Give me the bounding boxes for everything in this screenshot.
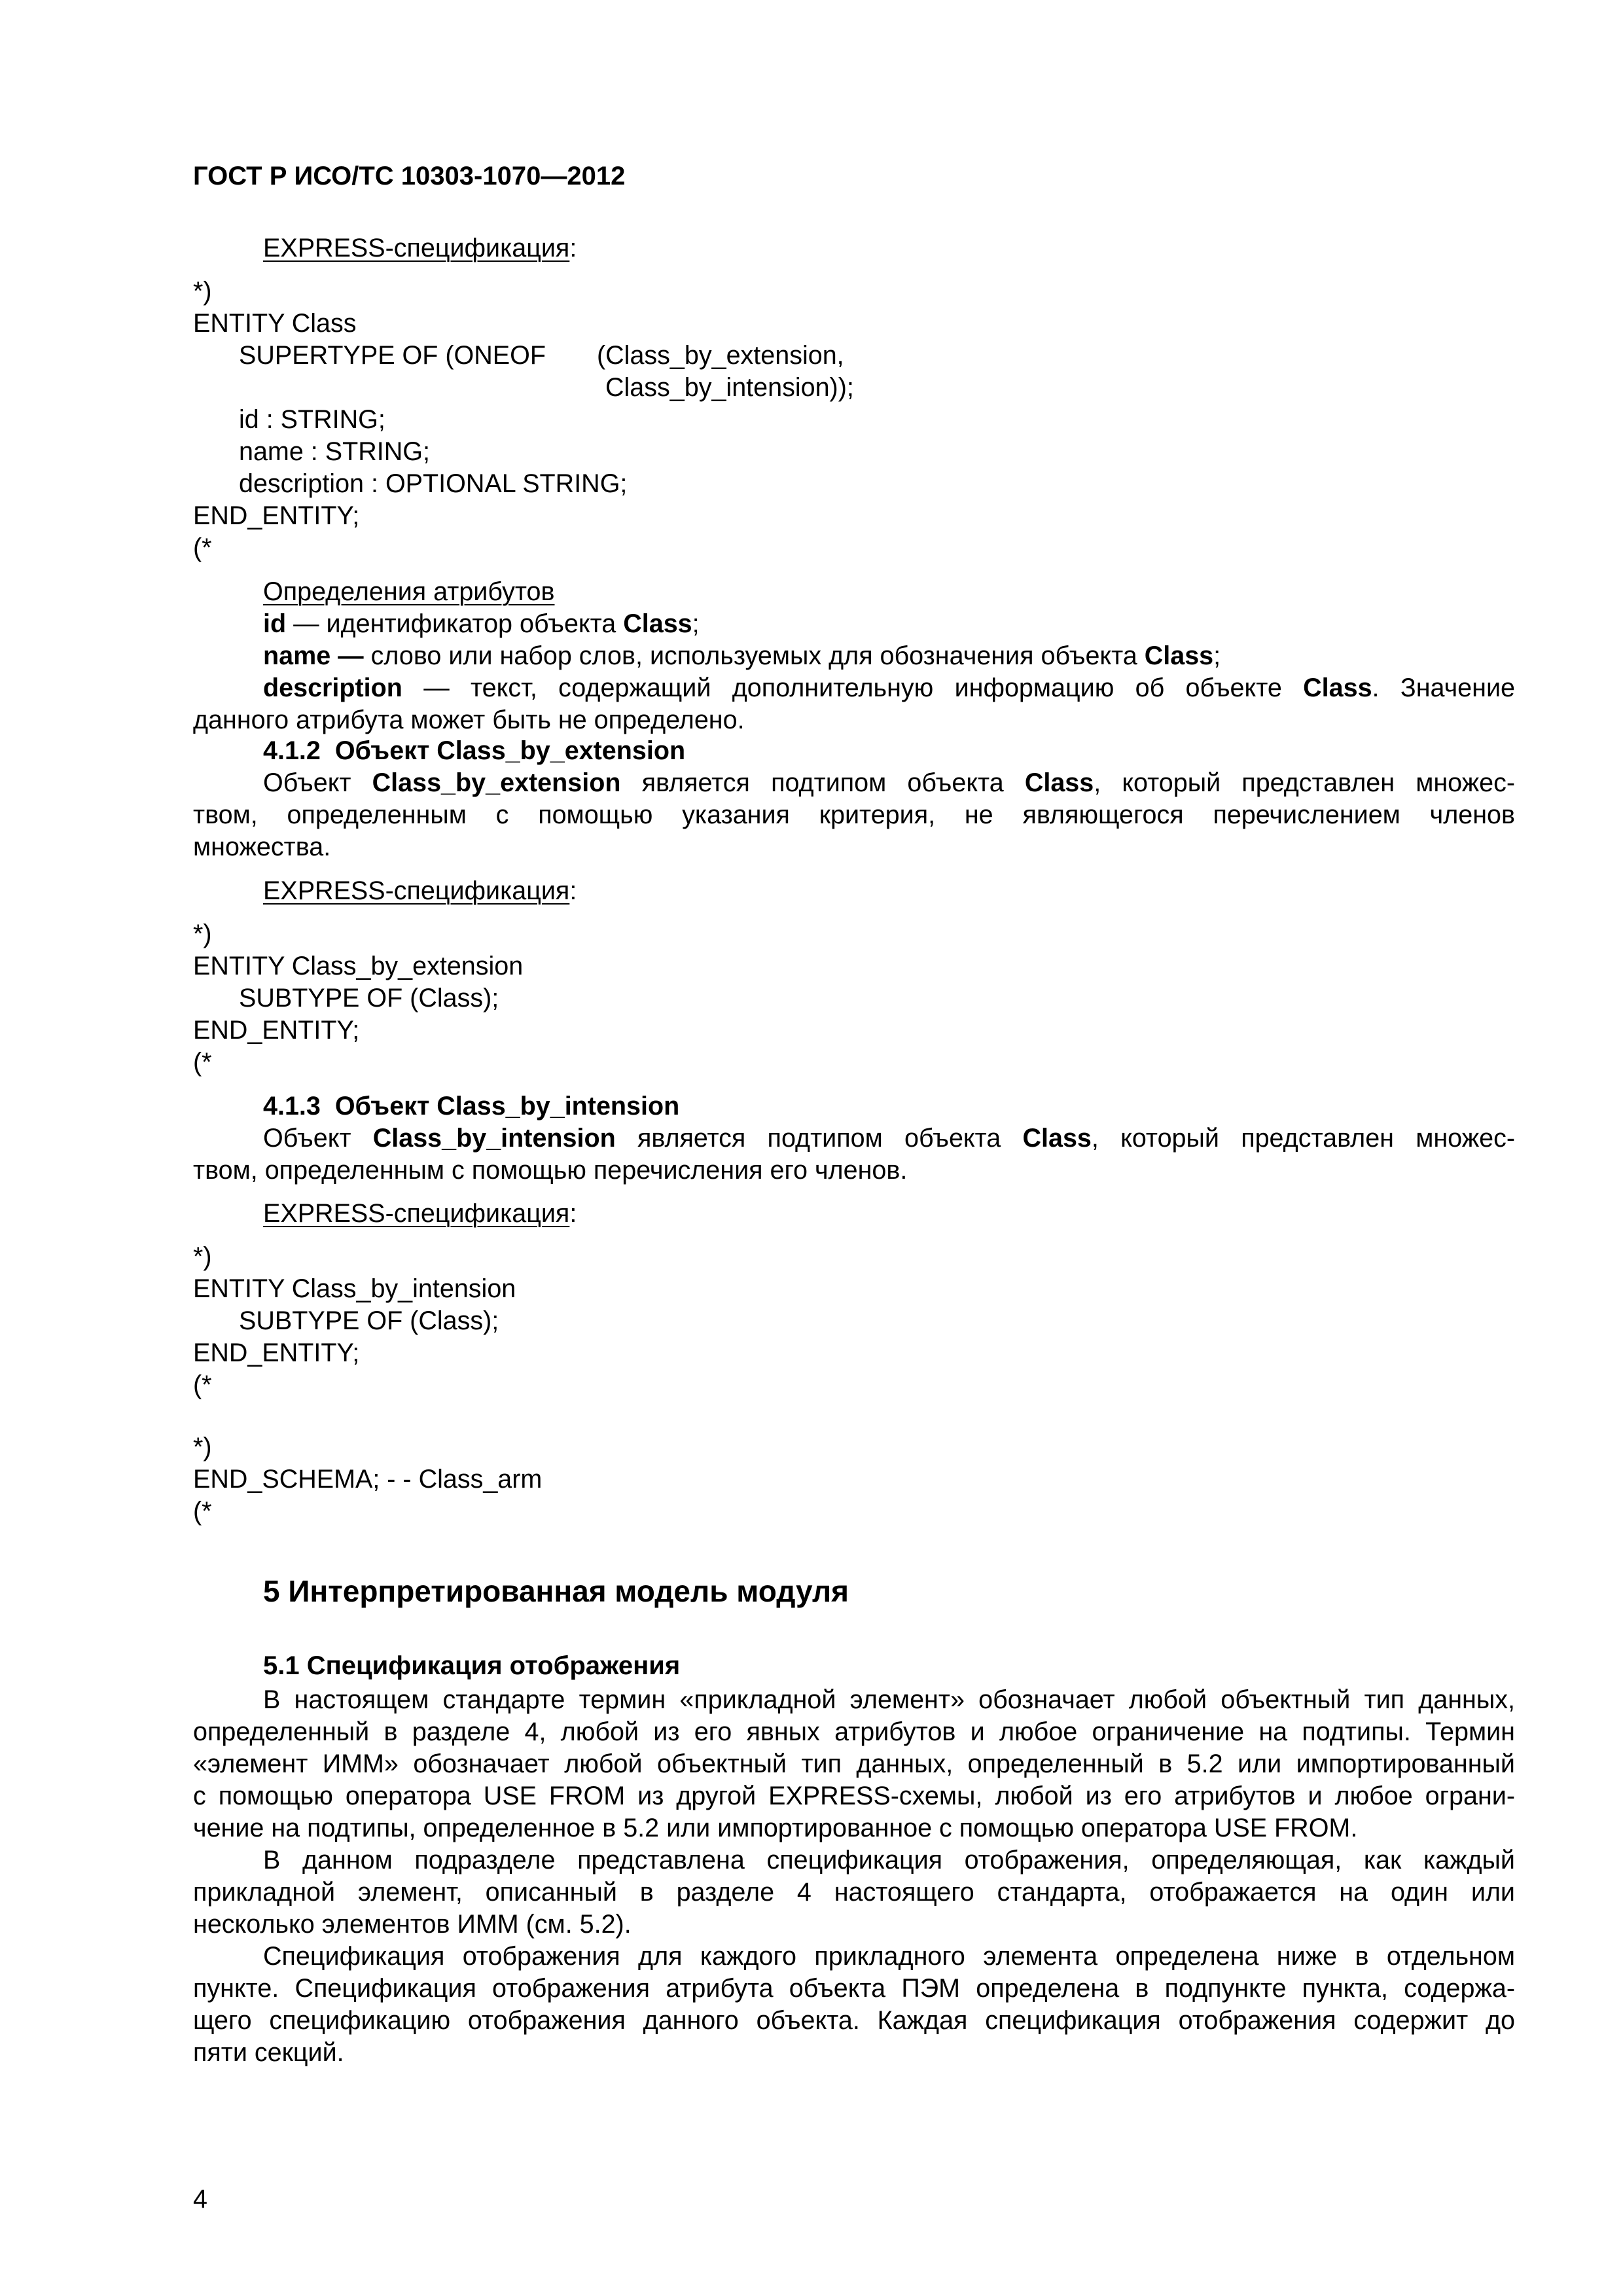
attr-id-line	[263, 608, 700, 640]
text: Объект	[263, 768, 372, 797]
express-spec-label-1	[263, 232, 577, 264]
page-number: 4	[193, 2185, 207, 2214]
paragraph-line: чение на подтипы, определенное в 5.2 или импортированное с помощью оператора USE FROM.	[193, 1814, 1358, 1842]
attr-description-line	[263, 672, 1515, 704]
code-line: Class_by_intension));	[605, 373, 854, 402]
section-number: 4.1.3	[263, 1092, 321, 1121]
code-line: END_ENTITY;	[193, 1016, 360, 1045]
code-line: (*	[193, 533, 212, 562]
code-line: END_ENTITY;	[193, 1338, 360, 1367]
attr-description-name: description	[263, 673, 402, 702]
code-line: END_SCHEMA; - - Class_arm	[193, 1465, 543, 1494]
code-line: SUBTYPE OF (Class);	[239, 1306, 499, 1335]
text: , который представлен множес-	[1094, 768, 1515, 797]
paragraph-line: твом, определенным с помощью указания критерия, не являющегося перечислением членов	[193, 800, 1515, 829]
paragraph-line	[263, 767, 1515, 799]
section-number: 4.1.2	[263, 736, 321, 765]
paragraph-line: прикладной элемент, описанный в разделе 4 настоящего стандарта, отображается на один или	[193, 1878, 1515, 1907]
paragraph-line: твом, определенным с помощью перечисления его членов.	[193, 1156, 908, 1185]
entity-ref: Class_by_intension	[372, 1124, 616, 1153]
section-title: Объект Class_by_intension	[334, 1092, 680, 1121]
text: Объект	[263, 1124, 373, 1153]
colon: :	[569, 234, 577, 262]
code-line: (*	[193, 1497, 212, 1526]
semicolon: ;	[1213, 641, 1221, 670]
code-line: *)	[193, 1433, 212, 1462]
express-spec-label-text: EXPRESS-спецификация	[263, 1199, 570, 1228]
paragraph-line: Спецификация отображения для каждого прикладного элемента определена ниже в отдельном	[263, 1942, 1515, 1971]
paragraph-line: В данном подразделе представлена спецификация отображения, определяющая, как каждый	[263, 1846, 1515, 1874]
code-line: (*	[193, 1371, 212, 1399]
paragraph-line: определенный в разделе 4, любой из его явных атрибутов и любое ограничение на подтипы. Термин	[193, 1717, 1515, 1746]
express-spec-label-text: EXPRESS-спецификация	[263, 234, 570, 262]
attr-id-name: id	[263, 609, 287, 638]
code-line: *)	[193, 1242, 212, 1271]
code-line: (*	[193, 1048, 212, 1077]
express-spec-label-text: EXPRESS-спецификация	[263, 876, 570, 905]
attr-name-text: слово или набор слов, используемых для обозначения объекта	[363, 641, 1145, 670]
colon: :	[569, 876, 577, 905]
paragraph-line: пяти секций.	[193, 2038, 344, 2067]
section-5-1-heading: 5.1 Спецификация отображения	[263, 1651, 681, 1680]
class-ref: Class	[623, 609, 692, 638]
code-line: id : STRING;	[239, 405, 385, 434]
code-line: SUPERTYPE OF (ONEOF	[239, 341, 546, 370]
code-line: *)	[193, 920, 212, 948]
colon: :	[569, 1199, 577, 1228]
class-ref: Class	[1144, 641, 1214, 670]
section-4-1-3-heading	[263, 1090, 679, 1122]
class-ref: Class	[1024, 768, 1094, 797]
attr-id-text: — идентификатор объекта	[286, 609, 624, 638]
attr-name-name: name —	[263, 641, 364, 670]
attr-description-text-end: . Значение	[1372, 673, 1515, 702]
attributes-title: Определения атрибутов	[263, 577, 555, 606]
attr-name-line	[263, 640, 1221, 672]
text: , который представлен множес-	[1091, 1124, 1515, 1153]
paragraph-line: щего спецификацию отображения данного объекта. Каждая спецификация отображения содержит до	[193, 2006, 1515, 2035]
class-ref: Class	[1303, 673, 1372, 702]
express-spec-label-3	[263, 1198, 577, 1230]
paragraph-line: пункте. Спецификация отображения атрибута объекта ПЭМ определена в подпункте пункта, содержа-	[193, 1974, 1515, 2003]
paragraph-line: несколько элементов ИММ (см. 5.2).	[193, 1910, 632, 1939]
document-header: ГОСТ Р ИСО/ТС 10303-1070—2012	[193, 162, 626, 190]
text: является подтипом объекта	[620, 768, 1025, 797]
paragraph-line: «элемент ИММ» обозначает любой объектный тип данных, определенный в 5.2 или импортированный	[193, 1749, 1515, 1778]
paragraph-line	[263, 1122, 1515, 1155]
code-line: *)	[193, 277, 212, 306]
code-line: END_ENTITY;	[193, 501, 360, 530]
section-5-heading: 5 Интерпретированная модель модуля	[263, 1574, 849, 1608]
entity-ref: Class_by_extension	[372, 768, 621, 797]
semicolon: ;	[692, 609, 700, 638]
code-line: (Class_by_extension,	[597, 341, 844, 370]
express-spec-label-2	[263, 875, 577, 907]
code-line: ENTITY Class_by_intension	[193, 1274, 516, 1303]
section-title: Объект Class_by_extension	[334, 736, 686, 765]
code-line: SUBTYPE OF (Class);	[239, 984, 499, 1013]
code-line: name : STRING;	[239, 437, 430, 466]
section-4-1-2-heading	[263, 735, 685, 767]
attr-description-text: — текст, содержащий дополнительную информацию об объекте	[402, 673, 1304, 702]
attr-description-continuation: данного атрибута может быть не определено.	[193, 706, 745, 734]
paragraph-line: В настоящем стандарте термин «прикладной элемент» обозначает любой объектный тип данных,	[263, 1685, 1515, 1714]
text: является подтипом объекта	[615, 1124, 1023, 1153]
paragraph-line: множества.	[193, 833, 331, 861]
code-line: ENTITY Class_by_extension	[193, 952, 524, 980]
code-line: ENTITY Class	[193, 309, 357, 338]
class-ref: Class	[1022, 1124, 1092, 1153]
code-line: description : OPTIONAL STRING;	[239, 469, 628, 498]
paragraph-line: с помощью оператора USE FROM из другой EXPRESS-схемы, любой из его атрибутов и любое ограни-	[193, 1782, 1516, 1810]
